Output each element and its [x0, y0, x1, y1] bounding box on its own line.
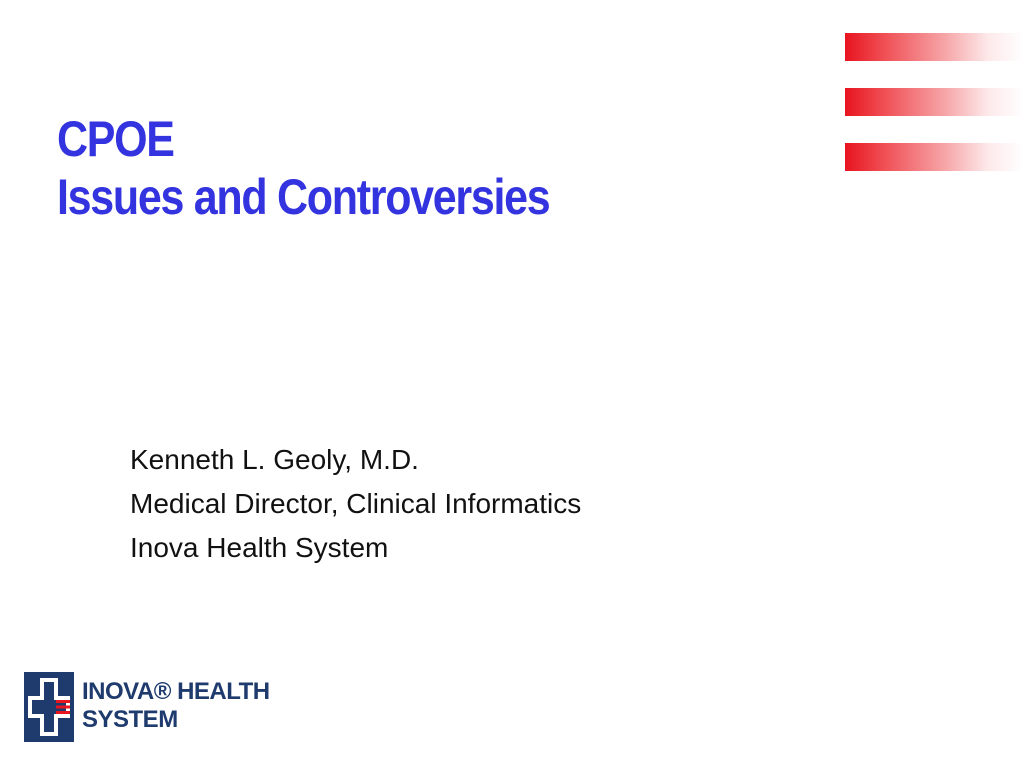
presenter-info: [130, 438, 581, 570]
presenter-name: Kenneth L. Geoly, M.D.: [130, 444, 419, 475]
inova-logo: [24, 672, 284, 744]
title-line-2: Issues and Controversies: [57, 169, 550, 225]
gradient-bar: [845, 143, 1024, 171]
logo-wordmark: [82, 678, 270, 734]
gradient-bar: [845, 88, 1024, 116]
gradient-bar: [845, 33, 1024, 61]
inova-cross-logo-icon: [24, 672, 74, 742]
title-line-1: CPOE: [57, 111, 174, 167]
decorative-gradient-bars: [845, 33, 1024, 173]
logo-line-1: INOVA® HEALTH: [82, 678, 270, 705]
slide-title: [57, 110, 549, 226]
presenter-org: Inova Health System: [130, 532, 389, 563]
logo-line-2: SYSTEM: [82, 706, 178, 733]
presenter-role: Medical Director, Clinical Informatics: [130, 488, 582, 519]
